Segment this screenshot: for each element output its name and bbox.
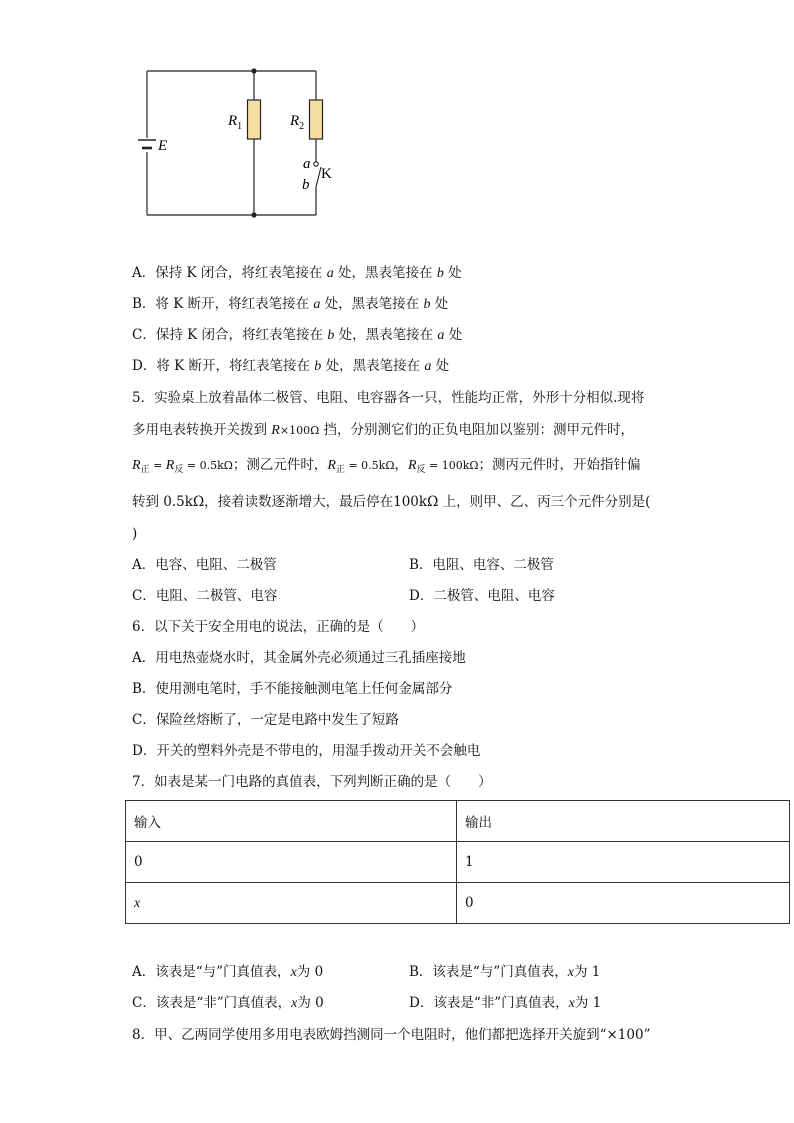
junction-dot-top (251, 68, 256, 73)
circuit-diagram (0, 0, 400, 230)
q5-option-a: A．电容、电阻、二极管 (132, 557, 277, 573)
q5-option-d: D．二极管、电阻、电容 (409, 588, 555, 604)
q5-stem-line2: 多用电表转换开关拨到 R×100Ω 挡，分别测它们的正负电阻加以鉴别：测甲元件时， (132, 422, 634, 438)
q4-option-c: C．保持 K 闭合，将红表笔接在 b 处，黑表笔接在 a 处 (132, 327, 463, 343)
q4-option-a: A．保持 K 闭合，将红表笔接在 a 处，黑表笔接在 b 处 (132, 265, 462, 281)
q7-option-a: A．该表是“与”门真值表，x为 0 (132, 964, 324, 980)
table-cell: x (126, 883, 457, 924)
r2-label: $R_2$ (290, 113, 305, 132)
q7-stem: 7．如表是某一门电路的真值表，下列判断正确的是（ ） (132, 774, 492, 790)
q4-option-b: B．将 K 断开，将红表笔接在 a 处，黑表笔接在 b 处 (132, 296, 449, 312)
node-a-label: a (303, 156, 311, 172)
table-row (126, 883, 790, 924)
q5-stem-line1: 5．实验桌上放着晶体二极管、电阻、电容器各一只，性能均正常，外形十分相似.现将 (132, 390, 645, 406)
q6-stem: 6．以下关于安全用电的说法，正确的是（ ） (132, 619, 425, 635)
junction-dot-bottom (251, 212, 256, 217)
q8-stem: 8．甲、乙两同学使用多用电表欧姆挡测同一个电阻时，他们都把选择开关旋到“×100” (132, 1027, 651, 1043)
q4-option-d: D．将 K 断开，将红表笔接在 b 处，黑表笔接在 a 处 (132, 358, 450, 374)
q7-option-b: B．该表是“与”门真值表，x为 1 (409, 964, 601, 980)
switch-k (314, 162, 321, 187)
table-header-input: 输入 (126, 801, 457, 842)
q6-option-c: C．保险丝熔断了，一定是电路中发生了短路 (132, 712, 399, 728)
q5-option-c: C．电阻、二极管、电容 (132, 588, 278, 604)
table-cell: 1 (457, 842, 790, 883)
switch-label: K (321, 166, 332, 182)
q6-option-d: D．开关的塑料外壳是不带电的，用湿手拨动开关不会触电 (132, 743, 481, 759)
emf-label: E (158, 138, 168, 154)
q5-stem-line4: 转到 0.5kΩ，接着读数逐渐增大，最后停在100kΩ 上，则甲、乙、丙三个元件分别是( (132, 494, 651, 510)
q5-option-b: B．电阻、电容、二极管 (409, 557, 554, 573)
resistor-r1 (248, 100, 261, 139)
table-cell: 0 (457, 883, 790, 924)
q5-stem-line3: $R_正 = R_反 = 0.5k\Omega$；测乙元件时，$R_正 = 0.5k\Omega$，$R_反 = 100k\Omega$；测丙元件时，开始指针偏 (132, 457, 641, 475)
r1-label: $R_1$ (228, 113, 243, 132)
table-header-row (126, 801, 790, 842)
resistor-r2 (310, 100, 323, 139)
q5-stem-line5: ) (132, 526, 138, 542)
q7-option-c: C．该表是“非”门真值表，x为 0 (132, 995, 324, 1011)
table-header-output: 输出 (457, 801, 790, 842)
q6-option-b: B．使用测电笔时，手不能接触测电笔上任何金属部分 (132, 681, 453, 697)
circuit-wires (147, 71, 316, 215)
table-cell: 0 (126, 842, 457, 883)
q7-option-d: D．该表是“非”门真值表，x为 1 (409, 995, 602, 1011)
truth-table (125, 800, 790, 924)
battery-symbol (138, 140, 156, 148)
q6-option-a: A．用电热壶烧水时，其金属外壳必须通过三孔插座接地 (132, 650, 466, 666)
node-b-label: b (302, 177, 310, 193)
table-row (126, 842, 790, 883)
